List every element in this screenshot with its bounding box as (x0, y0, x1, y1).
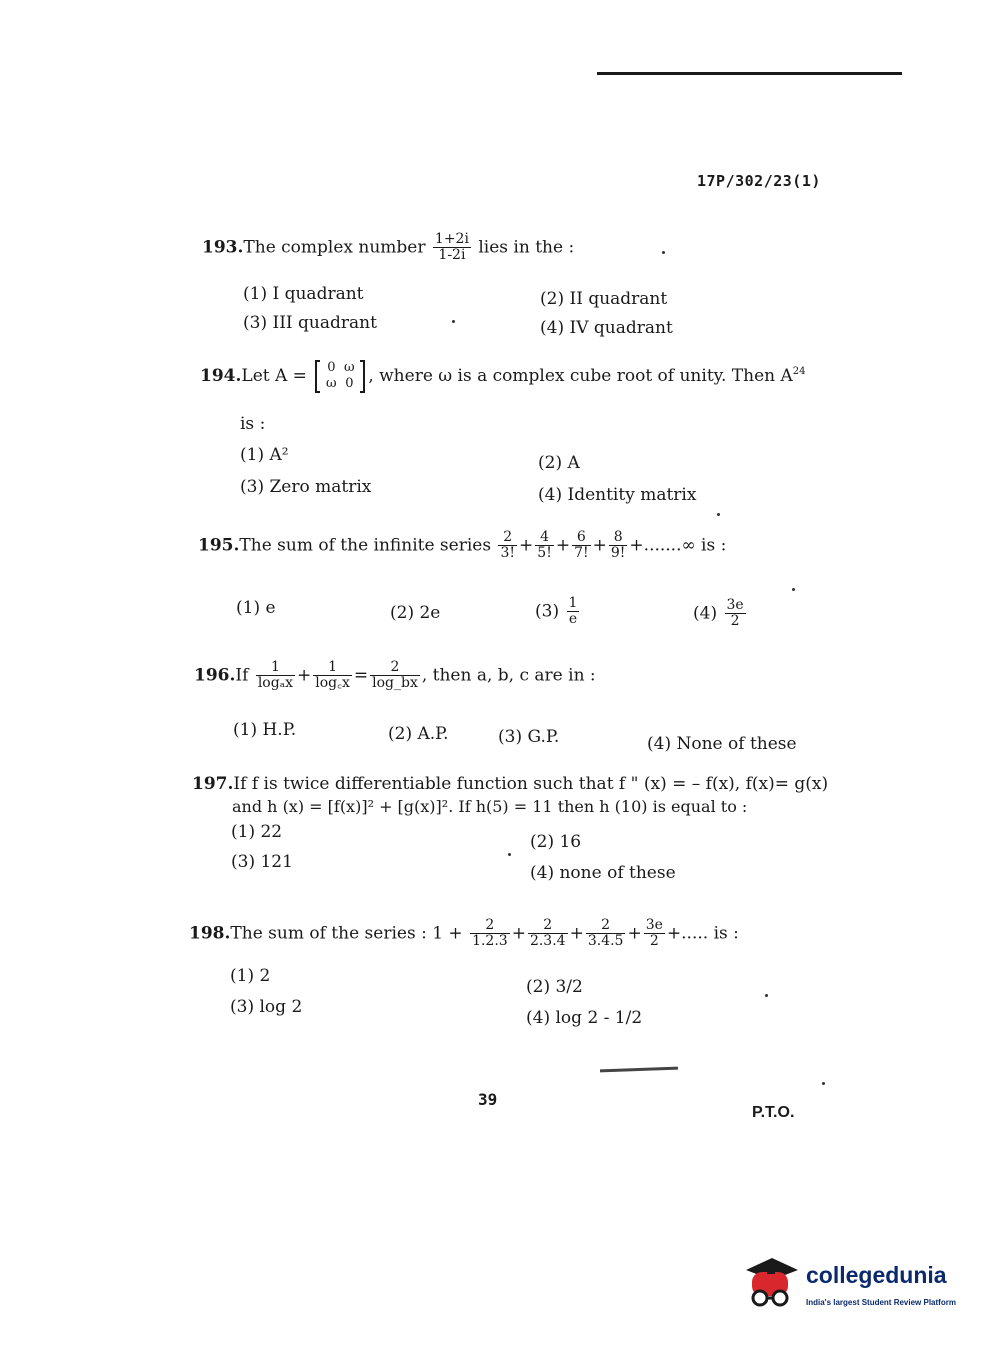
option-4: (4) $\frac{3e}{2}$ (693, 597, 744, 630)
question-number: 198. (189, 923, 231, 944)
question-197 (192, 774, 828, 794)
question-number: 194. (200, 365, 242, 386)
question-number: 195. (198, 535, 240, 556)
fraction: $\frac{1+2i}{1-2i}$ (434, 231, 469, 264)
question-text: , then a, b, c are in : (421, 665, 596, 686)
series-term: $\frac{2}{1.2.3}$ (472, 917, 508, 950)
option-2: (2) 2e (390, 603, 441, 623)
scan-dot (765, 994, 768, 997)
scan-smudge (600, 1067, 678, 1073)
option-2: (2) A.P. (388, 724, 449, 744)
option-2: (2) 3/2 (526, 977, 583, 997)
question-text: +..... is : (666, 923, 739, 944)
series-term: $\frac{2}{3.4.5}$ (587, 917, 624, 950)
option-1: (1) 2 (230, 966, 271, 986)
series-term: $\frac{4}{5!}$ (537, 529, 552, 562)
option-3: (3) G.P. (498, 727, 560, 747)
question-text-cont: is : (240, 414, 266, 434)
top-rule (597, 72, 902, 75)
question-text: The complex number (243, 237, 426, 258)
series-term: $\frac{2}{3!}$ (500, 529, 516, 562)
option-1: (1) I quadrant (243, 284, 364, 304)
series-term: $\frac{1}{\log꜀x}$ (315, 659, 350, 692)
series-term: $\frac{1}{\text{logₐx}}$ (257, 659, 293, 692)
brand-name: collegedunia (806, 1262, 947, 1288)
option-1: (1) 22 (231, 822, 283, 842)
brand-tagline: India's largest Student Review Platform (806, 1298, 956, 1307)
option-1: (1) H.P. (233, 720, 297, 740)
question-194 (200, 360, 830, 393)
option-3: (3) log 2 (230, 997, 303, 1017)
series-term: $\frac{6}{7!}$ (574, 529, 589, 562)
question-197-line2: and h (x) = [f(x)]² + [g(x)]². If h(5) = 11 then h (10) is equal to : (232, 797, 748, 816)
question-198: 198.The sum of the series : 1 + $\frac{2}{1.2.3}$ + $\frac{2}{2.3.4}$ + $\frac{2}{3.4.5}$ + $\frac{3e}{2}$ +..... is : (189, 917, 739, 950)
option-1: (1) A² (240, 445, 289, 465)
pto-label: P.T.O. (752, 1104, 795, 1121)
page-number: 39 (478, 1090, 498, 1109)
matrix: 0 ω ω 0 (315, 360, 365, 393)
series-term: $\frac{2}{2.3.4}$ (529, 917, 566, 950)
fraction: $\frac{3e}{2}$ (726, 597, 744, 630)
question-number: 193. (202, 237, 244, 258)
option-2: (2) 16 (530, 832, 582, 852)
series-term: $\frac{2}{\log\_bx}$ (372, 659, 418, 692)
question-number: 196. (194, 665, 236, 686)
option-1: (1) e (236, 598, 276, 618)
option-4: (4) Identity matrix (538, 485, 697, 505)
question-text: The sum of the series : 1 + (230, 923, 463, 944)
option-3: (3) III quadrant (243, 313, 377, 333)
fraction: $\frac{1}{e}$ (568, 595, 578, 628)
option-3: (3) 121 (231, 852, 293, 872)
question-193 (202, 232, 574, 264)
question-text: +.......∞ is : (629, 535, 727, 556)
series-term: $\frac{3e}{2}$ (645, 917, 663, 950)
question-text: Let A = (241, 365, 307, 386)
question-text: The sum of the infinite series (239, 535, 492, 556)
option-4: (4) None of these (647, 734, 797, 754)
option-3: (3) $\frac{1}{e}$ (535, 595, 578, 628)
question-text: , where ω is a complex cube root of unity. Then A (368, 365, 793, 386)
scan-dot (822, 1082, 825, 1085)
option-4: (4) none of these (530, 863, 676, 883)
option-2: (2) II quadrant (540, 289, 668, 309)
scan-dot (792, 588, 795, 591)
option-3: (3) Zero matrix (240, 477, 372, 497)
question-text: If f is twice differentiable function such that f " (x) = – f(x), f(x)= g(x) (233, 774, 829, 794)
series-term: $\frac{8}{9!}$ (610, 529, 626, 562)
question-number: 197. (192, 774, 234, 794)
scan-dot (508, 853, 511, 856)
option-4: (4) log 2 - 1/2 (526, 1008, 643, 1028)
question-text: If (235, 665, 249, 686)
question-text: lies in the : (478, 237, 575, 258)
collegedunia-logo-icon (742, 1250, 804, 1312)
paper-code: 17P/302/23(1) (697, 172, 821, 190)
scan-dot (452, 320, 455, 323)
exponent: 24 (792, 366, 806, 378)
option-2: (2) A (538, 453, 580, 473)
scan-dot (662, 251, 665, 254)
question-196: 196.If $\frac{1}{\text{logₐx}}$ + $\frac{1}{\log꜀x}$ = $\frac{2}{\log\_bx}$ , then a, b, c are in : (194, 659, 596, 692)
scan-dot (717, 513, 720, 516)
question-195: 195.The sum of the infinite series $\frac{2}{3!}$ + $\frac{4}{5!}$ + $\frac{6}{7!}$ + $\frac{8}{9!}$ +.......∞ is : (198, 529, 727, 562)
option-4: (4) IV quadrant (540, 318, 673, 338)
